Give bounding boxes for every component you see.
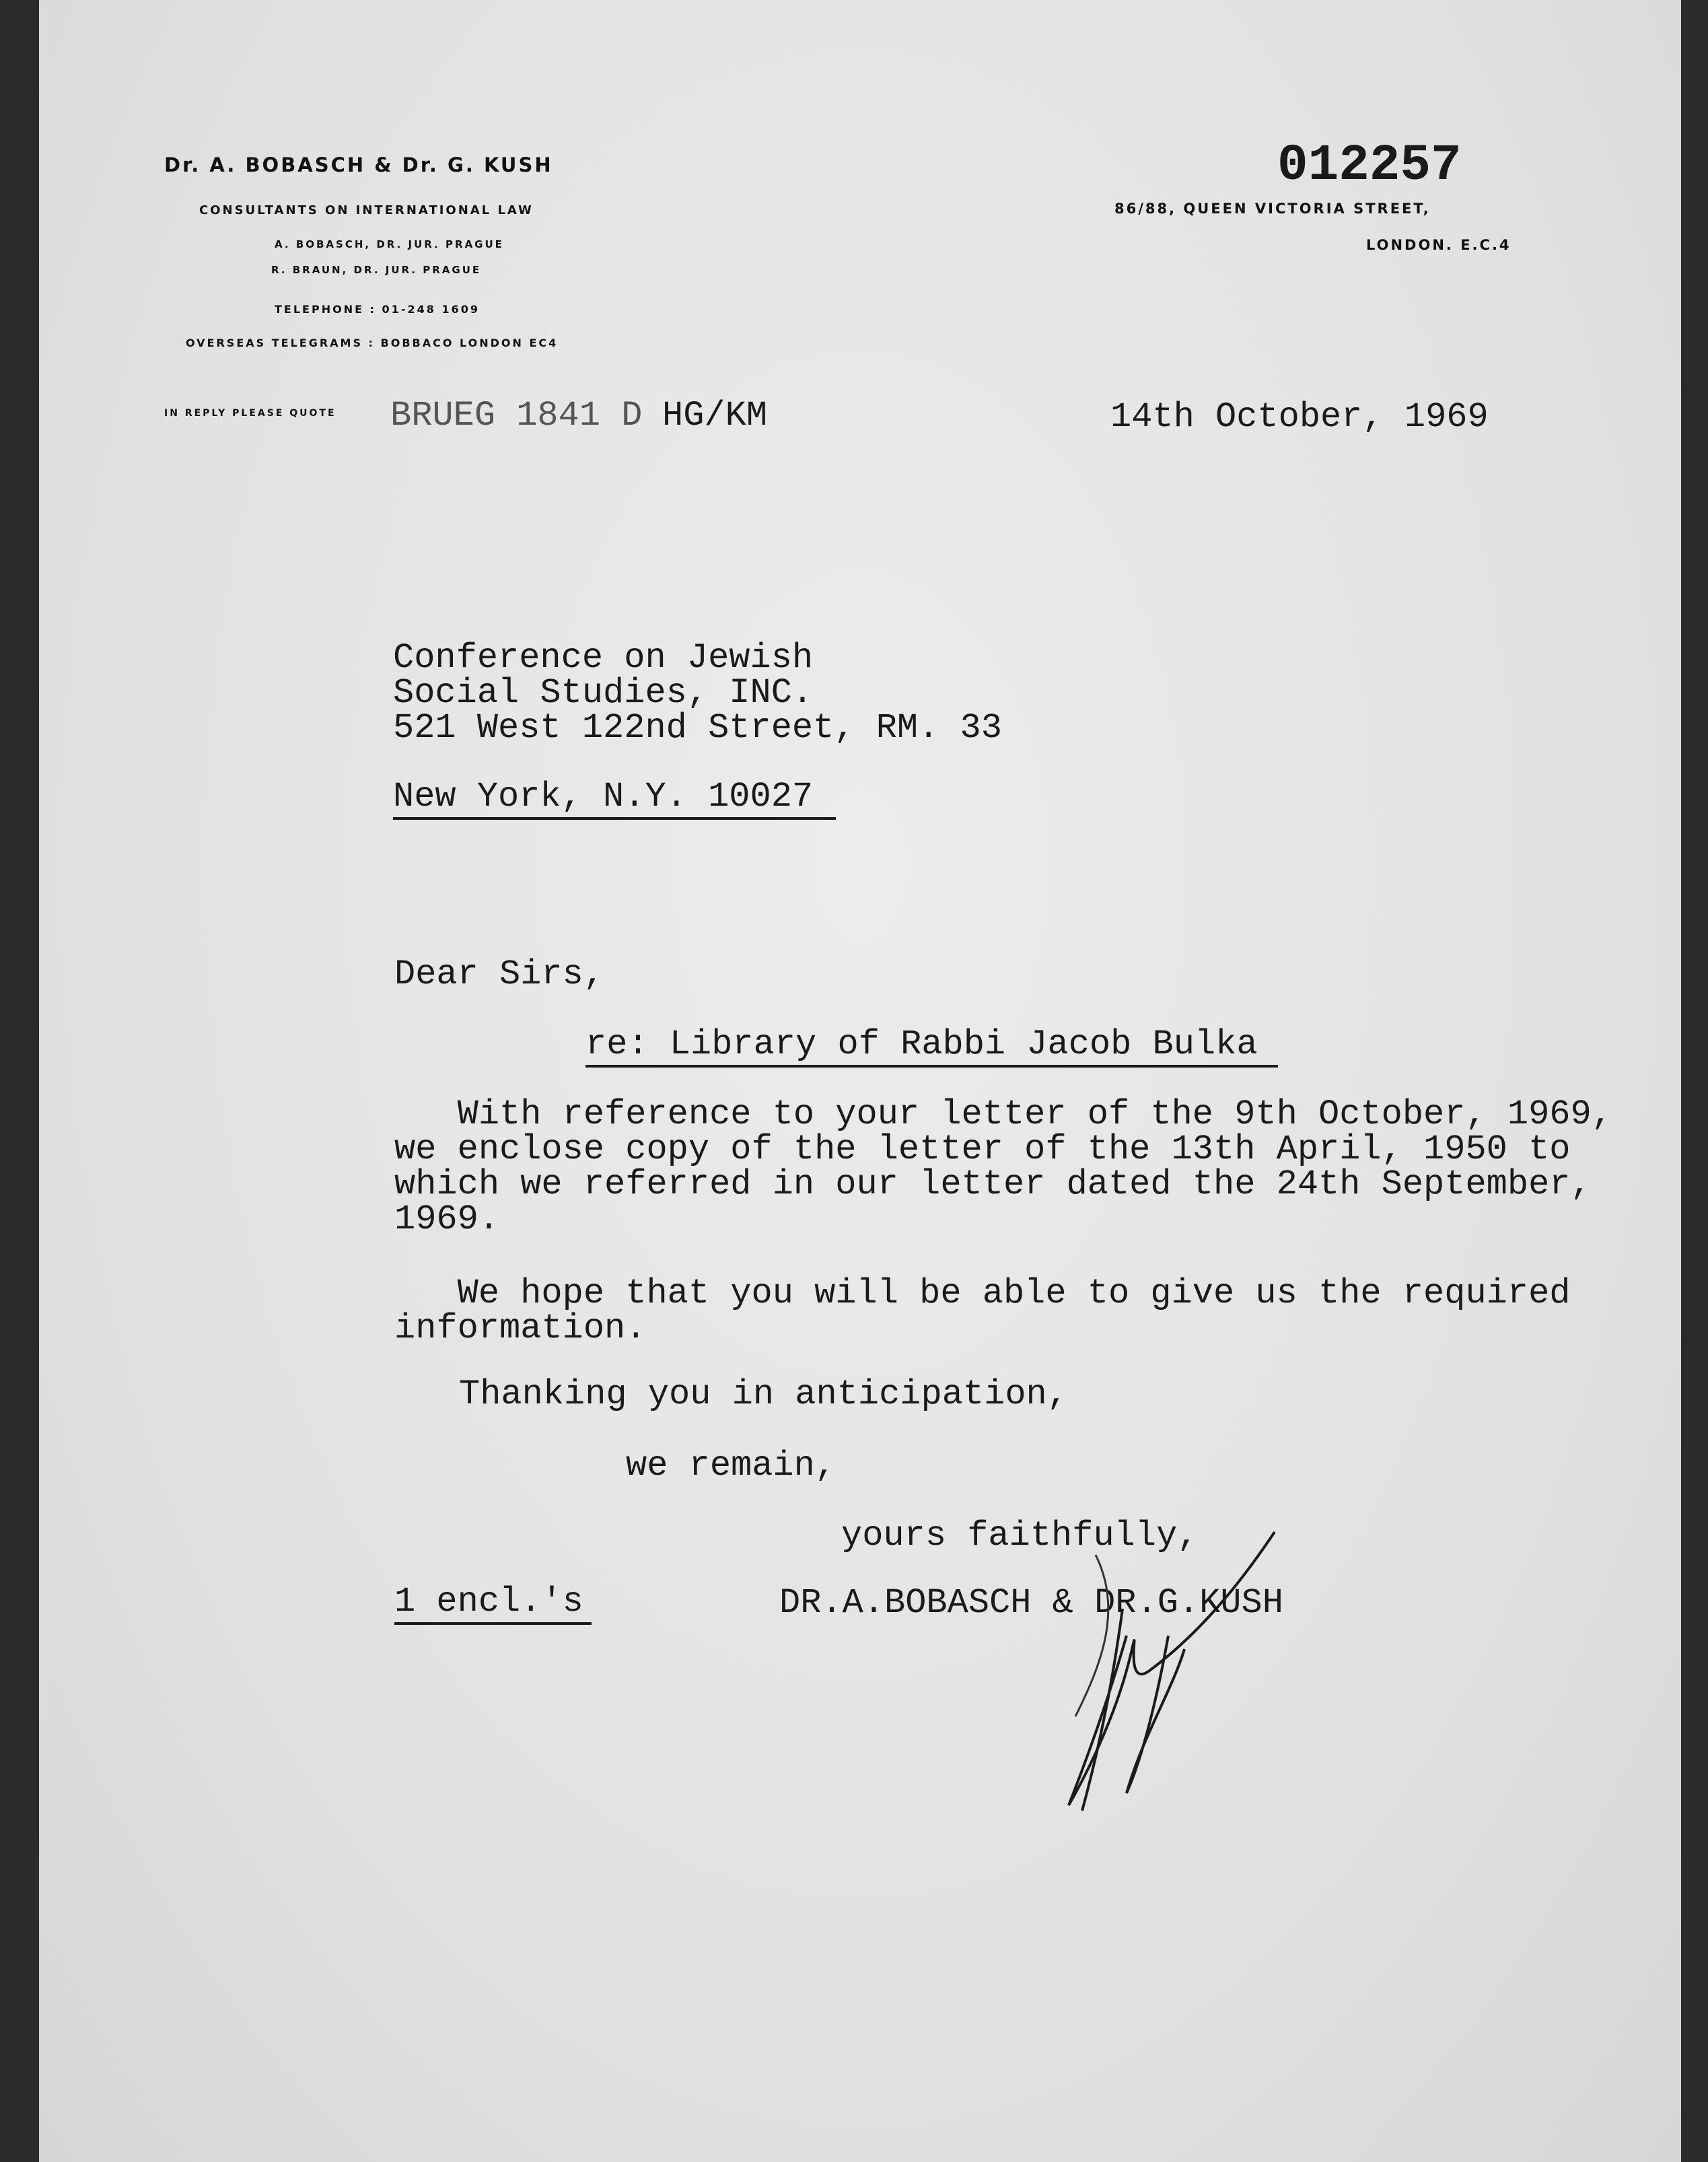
- city-address: LONDON. E.C.4: [1366, 237, 1511, 253]
- closing-line: yours faithfully,: [841, 1516, 1199, 1556]
- remain-line: we remain,: [626, 1446, 837, 1486]
- letter-page: [39, 0, 1681, 2162]
- recipient-line-1: Conference on Jewish: [393, 638, 814, 678]
- document-number: 012257: [1277, 137, 1462, 195]
- subject-line: re: Library of Rabbi Jacob Bulka: [585, 1027, 1278, 1068]
- recipient-line-3: 521 West 122nd Street, RM. 33: [393, 708, 1002, 748]
- recipient-line-4: New York, N.Y. 10027: [393, 779, 836, 820]
- reference-code: BRUEG 1841 D: [390, 396, 643, 435]
- letter-date: 14th October, 1969: [1110, 397, 1489, 437]
- partner-1: A. BOBASCH, DR. JUR. PRAGUE: [275, 238, 504, 250]
- partner-2: R. BRAUN, DR. JUR. PRAGUE: [271, 264, 482, 276]
- enclosures: 1 encl.'s: [394, 1584, 592, 1625]
- salutation: Dear Sirs,: [394, 954, 605, 994]
- firm-subtitle: CONSULTANTS ON INTERNATIONAL LAW: [199, 203, 534, 217]
- recipient-line-2: Social Studies, INC.: [393, 673, 814, 713]
- handwritten-signature: [1008, 1514, 1304, 1831]
- telephone: TELEPHONE : 01-248 1609: [275, 303, 480, 316]
- telegrams: OVERSEAS TELEGRAMS : BOBBACO LONDON EC4: [186, 337, 559, 349]
- reply-quote-label: IN REPLY PLEASE QUOTE: [164, 408, 336, 419]
- reference-initials: HG/KM: [662, 396, 768, 435]
- thanks-line: Thanking you in anticipation,: [459, 1374, 1068, 1414]
- signatory-name: DR.A.BOBASCH & DR.G.KUSH: [779, 1583, 1283, 1623]
- paragraph-2: We hope that you will be able to give us the required information.: [394, 1274, 1571, 1348]
- paragraph-1: With reference to your letter of the 9th October, 1969, we enclose copy of the letter of the 13th April, 1950 to which we referred in our letter dated the 24th September, 1969.: [394, 1094, 1612, 1239]
- firm-name: Dr. A. BOBASCH & Dr. G. KUSH: [164, 153, 553, 176]
- street-address: 86/88, QUEEN VICTORIA STREET,: [1114, 201, 1431, 217]
